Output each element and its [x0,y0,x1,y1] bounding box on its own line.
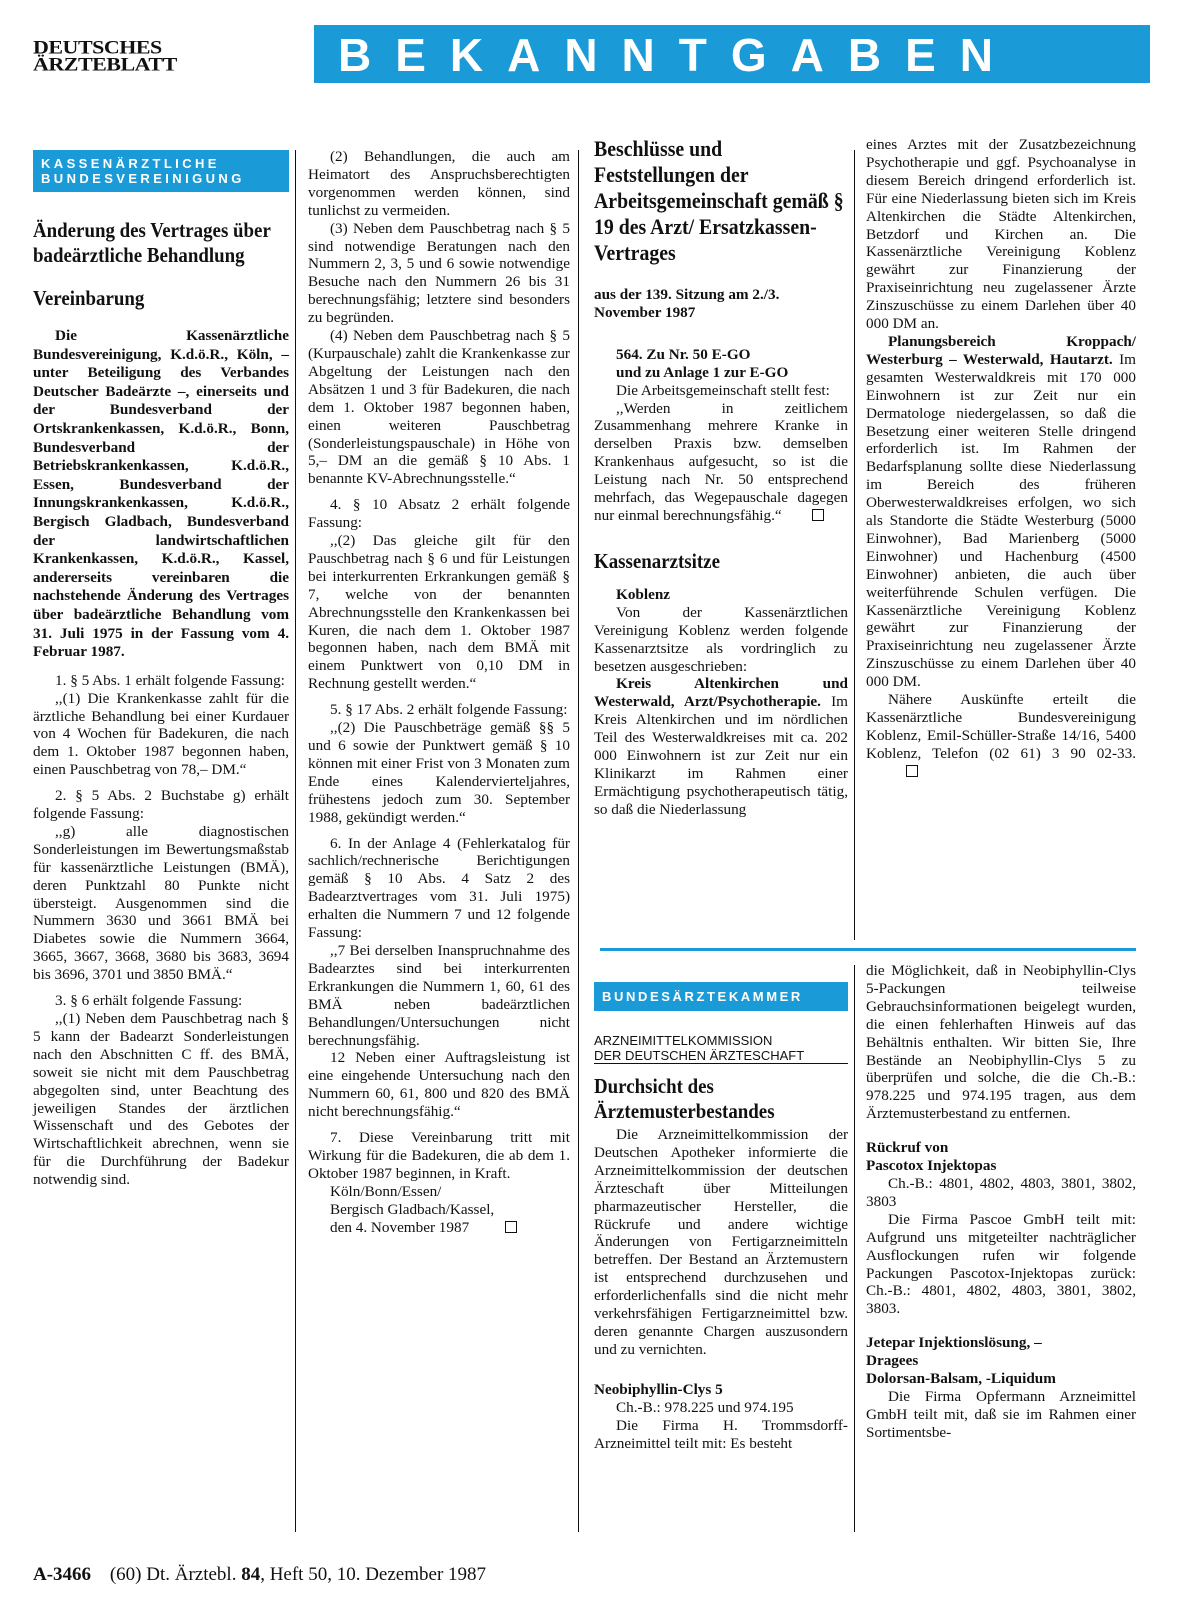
end-mark-icon [505,1221,517,1233]
paragraph [594,400,848,525]
batch-numbers: Ch.-B.: 978.225 und 974.195 [616,1398,794,1416]
section-headline: Kassenarztsitze [594,548,720,573]
article-kassenaerztliche [33,150,289,1189]
page-footer [33,1564,486,1586]
paragraph: (4) Neben dem Pauschbetrag nach § 5 (Kurpauschale) zahlt die Krankenkasse zur Abgeltung der Leistungen nach den Absätzen 1 und 3 für Badekuren, die nach dem 1. Oktober 1987 begonnen haben, einen weiteren Pauschbetrag (Sonderleistungspauschale) in Höhe von 5,– DM an die gemäß § 10 Abs. 1 benannte KV-Abrechnungsstelle.“ [308,327,570,488]
masthead-line1: DEUTSCHES [33,36,162,58]
overline [594,1033,848,1064]
product-heading: Jetepar Injektionslösung, – [866,1334,1042,1352]
paragraph: Die Arbeitsgemeinschaft stellt fest: [616,381,830,399]
paragraph: ,,(2) Das gleiche gilt für den Pauschbetrag nach § 6 und für Leistungen bei interkurrenten Erkrankungen gemäß § 7, welche von der benannten Abrechnungsstelle den Krankenkassen bei Kuren, die nach dem 1. Oktober 1987 begonnen haben, nach dem BMÄ mit einem Punktwert von 0,10 DM in Rechnung gestellt werden.“ [308,532,570,693]
paragraph: eines Arztes mit der Zusatzbezeichnung Psychotherapie und ggf. Psychoanalyse in diesem Bereich dringend erforderlich ist. Für eine Niederlassung bieten sich im Kreis Altenkirchen die Städte Altenkirchen, Betzdorf und Kirchen an. Die Kassenärztliche Vereinigung Koblenz gewährt zur Finanzierung der Praxiseinrichtung neu zugelassener Ärzte Zinszuschüsse zu einem Darlehen über 40 000 DM an. [866,136,1136,333]
paragraph: 12 Neben einer Auftragsleistung ist eine eingehende Untersuchung nach den Nummern 60, 61, 800 und 820 des BMÄ nicht berechnungsfähig.“ [308,1049,570,1121]
listing-text: Im Kreis Altenkirchen und im nördlichen Teil des Westerwaldkreises mit ca. 202 000 Einwohnern ist zur Zeit nur ein Klinikarzt im Rahmen einer Ermächtigung psychotherapeutisch tätig, so daß die Niederlassung [594,693,848,818]
product-heading: Neobiphyllin-Clys 5 [594,1380,723,1398]
paragraph: ,,(2) Die Pauschbeträge gemäß §§ 5 und 6 sowie der Punktwert gemäß § 10 können mit einer Frist von 3 Monaten zum Ende eines Kalendervierteljahres, frühestens jedoch zum 30. September 1988, gekündigt werden.“ [308,719,570,826]
article-aerztemuster-cont [866,962,1136,1442]
paragraph: 1. § 5 Abs. 1 erhält folgende Fassung: [55,671,285,689]
article-headline: Durchsicht des Ärztemusterbestandes [594,1074,775,1123]
paragraph: 6. In der Anlage 4 (Fehlerkatalog für sachlich/rechnerische Berichtigungen gemäß § 10 Abs. 4 Satz 2 des Badearztvertrages vom 31. Juli 1975) erhalten die Nummern 7 und 12 folgende Fassung: [308,834,570,942]
paragraph: ,,(1) Neben dem Pauschbetrag nach § 5 kann der Badearzt Sonderleistungen nach den Abschnitten C ff. des BMÄ, soweit sie nicht mit dem Pauschbetrag abgegolten sind, unter Beachtung des jeweiligen Standes der ärztlichen Wissenschaft und des Gebotes der Wirtschaftlichkeit abrechnen, wenn sie für die Durchführung der Badekur notwendig sind. [33,1010,289,1189]
article-headline: Beschlüsse und Feststellungen der Arbeitsgemeinschaft gemäß § 19 des Arzt/ Ersatzkassen-Vertrages [594,136,844,265]
column-divider [578,150,579,1532]
end-mark-icon [812,509,824,521]
overline-line: ARZNEIMITTELKOMMISSION [594,1033,773,1048]
banner-title: BEKANNTGABEN [338,29,1017,81]
paragraph [866,691,1136,781]
article-beschluesse [594,136,848,819]
signature-line: Bergisch Gladbach/Kassel, [330,1200,495,1218]
issue-text: , Heft 50, 10. Dezember 1987 [260,1564,487,1585]
paragraph: (2) Behandlungen, die auch am Heimatort des Anspruchsberechtigten vorgenommen werden können, sind tunlichst zu vermeiden. [308,148,570,219]
product-heading: Pascotox Injektopas [866,1157,997,1175]
product-heading: Rückruf von [866,1139,949,1157]
article-kassenarztsitze-cont [866,136,1136,781]
citation-text: (60) Dt. Ärztebl. [109,1564,242,1585]
paragraph: 4. § 10 Absatz 2 erhält folgende Fassung: [308,496,570,532]
paragraph: (3) Neben dem Pauschbetrag nach § 5 sind notwendige Beratungen nach den Nummern 2, 3, 5 und 6 sowie notwendige Besuche nach den Nummern 26 bis 31 berechnungsfähig; letztere sind besonders zu begründen. [308,219,570,327]
contact-text: Nähere Auskünfte erteilt die Kassenärztliche Bundesvereinigung Koblenz, Emil-Schüller-Straße 14/16, 5400 Koblenz, Telefon (02 61) 3 90 02-33. [866,691,1136,762]
column-divider [854,150,855,940]
paragraph [594,675,848,818]
masthead-line2: ÄRZTEBLATT [33,53,177,75]
listing-text: Im gesamten Westerwaldkreis mit 170 000 Einwohnern ist zur Zeit nur ein Dermatologe niedergelassen, so daß die Besetzung einer weiteren Stelle dringend erforderlich ist. Im Rahmen der Bedarfsplanung sollte diese Niederlassung im Bereich des früheren Oberwesterwaldkreises erfolgen, wo sich als Standorte die Städte Westerburg (5000 Einwohner), Bad Marienberg (5000 Einwohner) und Hachenburg (4500 Einwohner) anbieten, die auch über weiterführende Schulen verfügen. Die Kassenärztliche Vereinigung Koblenz gewährt zur Finanzierung der Praxiseinrichtung neu zugelassener Ärzte Zinszuschüsse zu einem Darlehen über 40 000 DM. [866,350,1136,691]
batch-numbers: Ch.-B.: 4801, 4802, 4803, 3801, 3802, 3803 [866,1174,1136,1210]
paragraph: 3. § 6 erhält folgende Fassung: [55,992,243,1010]
paragraph: die Möglichkeit, daß in Neobiphyllin-Clys 5-Packungen teilweise Gebrauchsinformationen beigelegt wurden, die einen fehlerhaften Hinweis auf das Behältnis enthalten. Wir bitten Sie, Ihre Bestände an Neobiphyllin-Clys 5 zu überprüfen und solche, die die Ch.-B.: 978.225 und 974.195 tragen, aus dem Ärztemusterbestand zu entfernen. [866,962,1136,1123]
end-mark-icon [906,765,918,777]
item-heading: und zu Anlage 1 zur E-GO [616,363,789,381]
section-kicker [33,150,289,192]
kicker-line: KASSENÄRZTLICHE [41,156,220,171]
paragraph: Die Firma H. Trommsdorff-Arzneimittel teilt mit: Es besteht [594,1416,848,1452]
item-heading: 564. Zu Nr. 50 E-GO [616,345,751,363]
quote-text: ,,Werden in zeitlichem Zusammenhang mehrere Kranke in derselben Praxis bzw. demselben Krankenhaus aufgesucht, so ist die Leistung nach Nr. 50 entsprechend mehrfach, das Wegepauschale dagegen nur einmal berechnungsfähig.“ [594,399,848,524]
section-banner [314,25,1150,83]
paragraph: 5. § 17 Abs. 2 erhält folgende Fassung: [330,701,568,719]
listing-title: Planungsbereich Kroppach/ Westerburg – Westerwald, Hautarzt. [866,332,1136,368]
column-divider [854,965,855,1532]
paragraph: Die Arzneimittelkommission der Deutschen Apotheker informierte die Arzneimittelkommission der deutschen Ärzteschaft über Mitteilungen pharmazeutischer Hersteller, die Rückrufe und andere wichtige Änderungen von Fertigarzneimitteln betreffen. Der Bestand an Ärztemustern ist entsprechend durchzusehen und erforderlichenfalls sind die nicht mehr verkehrsfähigen Fertigarzneimittel bzw. deren genannte Chargen auszusondern und zu vernichten. [594,1126,848,1358]
section-kicker: BUNDESÄRZTEKAMMER [594,982,848,1011]
page-number: A-3466 [33,1564,92,1585]
volume-number: 84 [241,1564,261,1585]
paragraph: 7. Diese Vereinbarung tritt mit Wirkung für die Badekuren, die ab dem 1. Oktober 1987 beginnen, in Kraft. [308,1129,570,1182]
signature-date: den 4. November 1987 [330,1218,470,1236]
paragraph: Die Firma Pascoe GmbH teilt mit: Aufgrund uns mitgeteilter nachträglicher Ausflockungen rufen wir folgende Packungen Pascotox-Injektopas zurück: Ch.-B.: 4801, 4802, 4803, 3801, 3802, 3803. [866,1210,1136,1318]
kicker-line: BUNDESVEREINIGUNG [41,171,245,186]
article-headline: Änderung des Vertrages über badeärztliche Behandlung [33,218,271,267]
paragraph: ,,(1) Die Krankenkasse zahlt für die ärztliche Behandlung bei einer Kurdauer von 4 Wochen für Badekuren, die nach dem 1. Oktober 1987 begonnen haben, einen Pauschbetrag von 78,– DM.“ [33,689,289,779]
signature-line [308,1219,570,1237]
overline-line: DER DEUTSCHEN ÄRZTESCHAFT [594,1048,848,1064]
paragraph: Von der Kassenärztlichen Vereinigung Koblenz werden folgende Kassenarztsitze als vordringlich zu besetzen ausgeschrieben: [594,603,848,675]
listing-title: Kreis Altenkirchen und Westerwald, Arzt/Psychotherapie. [594,675,848,711]
paragraph: Die Firma Opfermann Arzneimittel GmbH teilt mit, daß sie im Rahmen einer Sortimentsbe- [866,1387,1136,1441]
region-heading: Koblenz [616,585,671,603]
paragraph: 2. § 5 Abs. 2 Buchstabe g) erhält folgende Fassung: [33,787,289,823]
masthead-logo [33,36,177,75]
lead-paragraph: Die Kassenärztliche Bundesvereinigung, K.d.ö.R., Köln, – unter Beteiligung des Verbandes Deutscher Badeärzte –, einerseits und der Bundesverband der Ortskrankenkassen, K.d.ö.R., Bonn, Bundesverband der Betriebskrankenkassen, K.d.ö.R., Essen, Bundesverband der Innungskrankenkassen, K.d.ö.R., Bergisch Gladbach, Bundesverband der landwirtschaftlichen Krankenkassen, K.d.ö.R., Kassel, andererseits vereinbaren die nachstehende Änderung des Vertrages über badeärztliche Behandlung vom 31. Juli 1975 in der Fassung vom 4. Februar 1987. [33,327,289,661]
paragraph: ,,7 Bei derselben Inanspruchnahme des Badearztes sind bei interkurrenten Erkrankungen die Nummern 1, 60, 61 des BMÄ neben badeärztlichen Behandlungen/Untersuchungen nicht berechnungsfähig. [308,941,570,1049]
paragraph: ,,g) alle diagnostischen Sonderleistungen im Bewertungsmaßstab für kassenärztliche Leistungen (BMÄ), deren Punktzahl 80 Punkte nicht übersteigt. Ausgenommen sind die Nummern 3630 und 3661 BMÄ bei Diabetes sowie die Nummern 3664, 3665, 3667, 3668, 3680 bis 3683, 3694 bis 3696, 3701 und 3850 BMÄ.“ [33,822,289,984]
article-continuation [308,148,570,1236]
section-divider [600,948,1136,951]
session-note: aus der 139. Sitzung am 2./3. November 1987 [594,286,780,321]
signature-line: Köln/Bonn/Essen/ [330,1182,442,1200]
paragraph [866,333,1136,691]
column-divider [295,150,296,1532]
product-heading: Dolorsan-Balsam, -Liquidum [866,1370,1056,1388]
article-aerztemuster [594,982,848,1452]
product-heading: Dragees [866,1352,919,1370]
article-subhead: Vereinbarung [33,286,145,310]
